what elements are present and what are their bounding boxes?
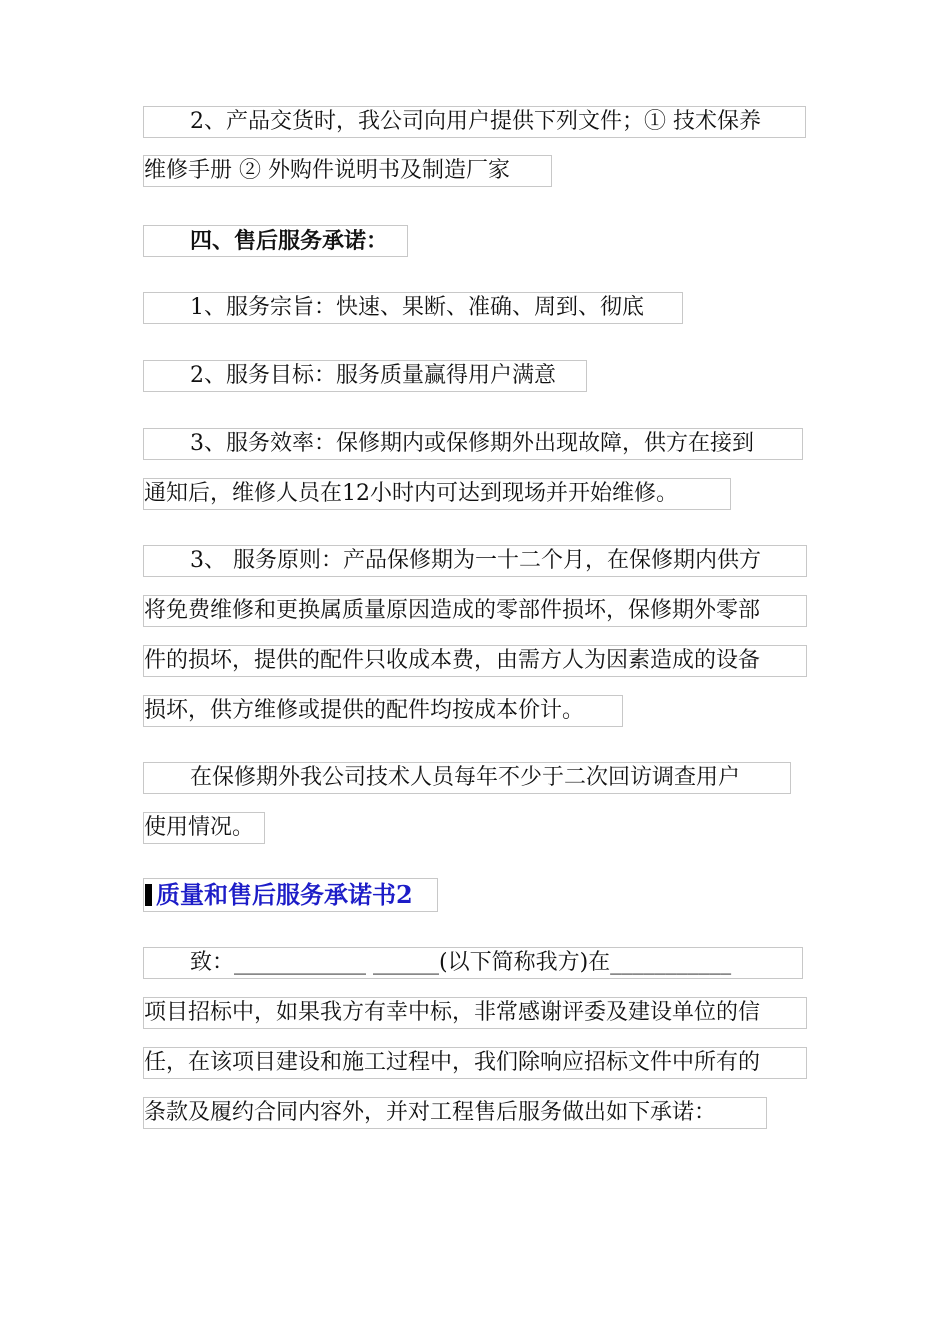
paragraph-line: 3、 服务原则：产品保修期为一十二个月，在保修期内供方 <box>143 545 807 577</box>
paragraph-line: 损坏，供方维修或提供的配件均按成本价计。 <box>143 695 623 727</box>
paragraph-line: 2、服务目标：服务质量赢得用户满意 <box>143 360 587 392</box>
paragraph-line: 条款及履约合同内容外，并对工程售后服务做出如下承诺： <box>143 1097 767 1129</box>
paragraph-line: 在保修期外我公司技术人员每年不少于二次回访调查用户 <box>143 762 791 794</box>
section-title: 四、售后服务承诺： <box>143 225 408 257</box>
paragraph-line: 项目招标中，如果我方有幸中标，非常感谢评委及建设单位的信 <box>143 997 807 1029</box>
document-heading: 质量和售后服务承诺书2 <box>143 878 438 912</box>
paragraph-line: 维修手册 ② 外购件说明书及制造厂家 <box>143 155 552 187</box>
paragraph-line: 致：____________ ______(以下简称我方)在___________ <box>143 947 803 979</box>
paragraph-line: 件的损坏，提供的配件只收成本费，由需方人为因素造成的设备 <box>143 645 807 677</box>
paragraph-line: 将免费维修和更换属质量原因造成的零部件损坏，保修期外零部 <box>143 595 807 627</box>
paragraph-line: 2、产品交货时，我公司向用户提供下列文件；① 技术保养 <box>143 106 806 138</box>
paragraph-line: 使用情况。 <box>143 812 265 844</box>
paragraph-line: 通知后，维修人员在12小时内可达到现场并开始维修。 <box>143 478 731 510</box>
paragraph-line: 1、服务宗旨：快速、果断、准确、周到、彻底 <box>143 292 683 324</box>
paragraph-line: 3、服务效率：保修期内或保修期外出现故障，供方在接到 <box>143 428 803 460</box>
paragraph-line: 任，在该项目建设和施工过程中，我们除响应招标文件中所有的 <box>143 1047 807 1079</box>
